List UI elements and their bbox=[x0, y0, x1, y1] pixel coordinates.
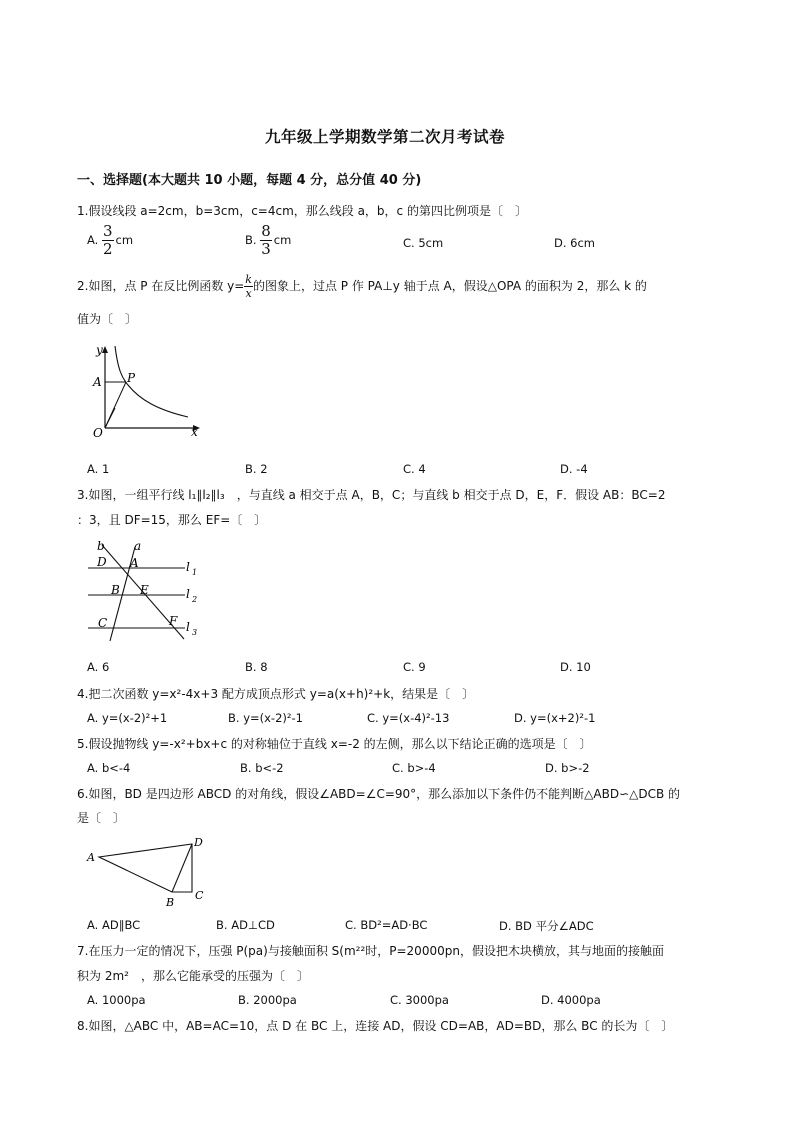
label-d: D bbox=[194, 836, 203, 849]
question-7-text-line2: 积为 2m² ，那么它能承受的压强为〔 〕 bbox=[77, 969, 309, 983]
q7-option-a[interactable]: A. 1000pa bbox=[87, 993, 146, 1007]
q3-figure bbox=[80, 535, 210, 645]
option-letter: A. bbox=[87, 233, 99, 247]
option-letter: C. bbox=[403, 236, 415, 250]
q1-option-d[interactable] bbox=[554, 236, 595, 250]
option-text: 6cm bbox=[570, 236, 596, 250]
q4-option-d[interactable]: D. y=(x+2)²-1 bbox=[514, 711, 596, 725]
q6-option-b[interactable]: B. AD⊥CD bbox=[216, 918, 275, 932]
question-3-text-line2: ：3，且 DF=15，那么 EF=〔 〕 bbox=[77, 513, 267, 527]
label-c: C bbox=[98, 616, 108, 630]
question-6-text: 6.如图，BD 是四边形 ABCD 的对角线，假设∠ABD=∠C=90°，那么添加以下条件仍不能判断△ABD∽△DCB 的 bbox=[77, 787, 681, 801]
q2-option-a[interactable]: A. 1 bbox=[87, 462, 110, 476]
question-4-text: 4.把二次函数 y=x²-4x+3 配方成顶点形式 y=a(x+h)²+k，结果是〔 〕 bbox=[77, 687, 475, 701]
q5-option-c[interactable]: C. b>-4 bbox=[392, 761, 436, 775]
label-c: C bbox=[195, 889, 204, 902]
label-point-a: A bbox=[130, 556, 139, 570]
q7-option-c[interactable]: C. 3000pa bbox=[390, 993, 449, 1007]
option-letter: B. bbox=[245, 233, 257, 247]
q2-figure bbox=[88, 340, 208, 444]
q4-option-b[interactable]: B. y=(x-2)²-1 bbox=[228, 711, 303, 725]
q6-option-a[interactable]: A. AD∥BC bbox=[87, 918, 141, 932]
q4-option-c[interactable]: C. y=(x-4)²-13 bbox=[367, 711, 450, 725]
quadrilateral-abcd bbox=[99, 844, 192, 892]
q2-text-before: 2.如图，点 P 在反比例函数 y= bbox=[77, 279, 245, 293]
segment-oa-helper bbox=[105, 408, 115, 428]
page-title: 九年级上学期数学第二次月考试卷 bbox=[265, 128, 506, 146]
label-l3: l bbox=[186, 620, 190, 634]
q7-option-d[interactable]: D. 4000pa bbox=[541, 993, 601, 1007]
q3-option-d[interactable]: D. 10 bbox=[560, 660, 591, 674]
q6-figure bbox=[84, 832, 214, 908]
question-3-text: 3.如图，一组平行线 l₁∥l₂∥l₃ ，与直线 a 相交于点 A，B，C；与直线 b 相交于点 D，E，F．假设 AB：BC=2 bbox=[77, 488, 666, 502]
q4-option-a[interactable]: A. y=(x-2)²+1 bbox=[87, 711, 168, 725]
label-y: y bbox=[96, 343, 103, 357]
question-2-text bbox=[77, 274, 647, 299]
q1-option-b[interactable] bbox=[245, 224, 291, 257]
label-l1: l bbox=[186, 560, 190, 574]
fraction-k-over-x: $\frac{k}{x}$ bbox=[245, 273, 252, 300]
label-x: x bbox=[191, 425, 198, 439]
label-point-b: B bbox=[111, 583, 120, 597]
label-l2: l bbox=[186, 587, 190, 601]
label-b: b bbox=[97, 539, 105, 553]
section-heading: 一、选择题(本大题共 10 小题，每题 4 分，总分值 40 分) bbox=[77, 173, 422, 188]
q5-option-d[interactable]: D. b>-2 bbox=[545, 761, 590, 775]
y-axis-arrow bbox=[102, 346, 108, 353]
label-d: D bbox=[97, 555, 107, 569]
unit: cm bbox=[115, 233, 134, 247]
q7-option-b[interactable]: B. 2000pa bbox=[238, 993, 297, 1007]
q2-option-c[interactable]: C. 4 bbox=[403, 462, 426, 476]
q3-option-c[interactable]: C. 9 bbox=[403, 660, 426, 674]
label-o: O bbox=[93, 426, 103, 440]
fraction: $\frac{8}{3}$ bbox=[261, 222, 271, 258]
q3-option-b[interactable]: B. 8 bbox=[245, 660, 268, 674]
diagonal-bd bbox=[172, 844, 192, 892]
q2-text-after: 的图象上，过点 P 作 PA⊥y 轴于点 A，假设△OPA 的面积为 2，那么 k 的 bbox=[252, 279, 647, 293]
q6-option-c[interactable]: C. BD²=AD·BC bbox=[345, 918, 428, 932]
question-6-text-line2: 是〔 〕 bbox=[77, 811, 126, 825]
label-a: A bbox=[87, 851, 95, 864]
q2-option-d[interactable]: D. -4 bbox=[560, 462, 588, 476]
label-f: F bbox=[169, 614, 178, 628]
question-5-text: 5.假设抛物线 y=-x²+bx+c 的对称轴位于直线 x=-2 的左侧，那么以下结论正确的选项是〔 〕 bbox=[77, 737, 592, 751]
label-l3-sub: 3 bbox=[192, 628, 198, 637]
q3-option-a[interactable]: A. 6 bbox=[87, 660, 110, 674]
q2-option-b[interactable]: B. 2 bbox=[245, 462, 268, 476]
label-a: A bbox=[93, 375, 102, 389]
label-e: E bbox=[140, 583, 149, 597]
label-l2-sub: 2 bbox=[192, 595, 198, 604]
q1-option-c[interactable] bbox=[403, 236, 443, 250]
label-b: B bbox=[166, 896, 175, 908]
label-a: a bbox=[134, 539, 142, 553]
q5-option-a[interactable]: A. b<-4 bbox=[87, 761, 131, 775]
label-l1-sub: 1 bbox=[192, 568, 198, 577]
option-text: 5cm bbox=[418, 236, 444, 250]
q6-option-d[interactable]: D. BD 平分∠ADC bbox=[499, 919, 594, 933]
q5-option-b[interactable]: B. b<-2 bbox=[240, 761, 284, 775]
q1-option-a[interactable] bbox=[87, 224, 133, 257]
question-7-text: 7.在压力一定的情况下，压强 P(pa)与接触面积 S(m²²时，P=20000pn，假设把木块横放，其与地面的接触面 bbox=[77, 944, 664, 958]
label-p: P bbox=[127, 371, 136, 385]
option-letter: D. bbox=[554, 236, 567, 250]
question-1-text: 1.假设线段 a=2cm，b=3cm，c=4cm，那么线段 a，b，c 的第四比例项是〔 〕 bbox=[77, 204, 527, 218]
unit: cm bbox=[273, 233, 292, 247]
fraction: $\frac{3}{2}$ bbox=[102, 222, 113, 258]
question-2-text-line2: 值为〔 〕 bbox=[77, 312, 138, 326]
question-8-text: 8.如图，△ABC 中，AB=AC=10，点 D 在 BC 上，连接 AD，假设 CD=AB，AD=BD，那么 BC 的长为〔 〕 bbox=[77, 1019, 674, 1033]
